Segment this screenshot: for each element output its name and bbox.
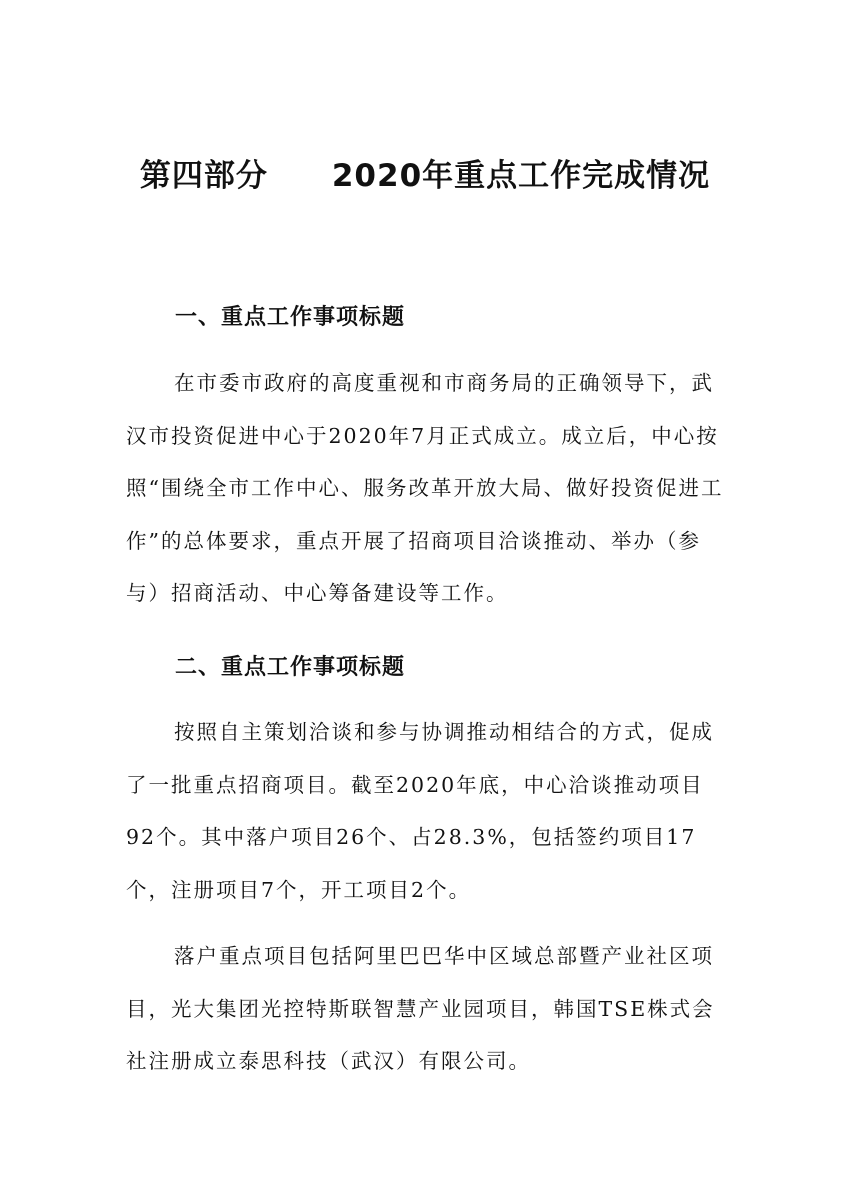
page-title: 第四部分 2020年重点工作完成情况 <box>139 158 711 194</box>
section-heading-2: 二、重点工作事项标题 <box>175 655 406 680</box>
section-heading-1: 一、重点工作事项标题 <box>175 305 406 330</box>
section-2-paragraph-1: 按照自主策划洽谈和参与协调推动相结合的方式，促成了一批重点招商项目。截至2020年底，中心洽谈推动项目92个。其中落户项目26个、占28.3%，包括签约项目17个，注册项目7个，开工项目2个。 <box>126 720 714 902</box>
section-2-paragraph-2: 落户重点项目包括阿里巴巴华中区域总部暨产业社区项目，光大集团光控特斯联智慧产业园项目，韩国TSE株式会社注册成立泰思科技（武汉）有限公司。 <box>126 944 715 1073</box>
section-1-paragraph-1: 在市委市政府的高度重视和市商务局的正确领导下，武汉市投资促进中心于2020年7月正式成立。成立后，中心按照“围绕全市工作中心、服务改革开放大局、做好投资促进工作”的总体要求，重点开展了招商项目洽谈推动、举办（参与）招商活动、中心筹备建设等工作。 <box>126 371 724 605</box>
